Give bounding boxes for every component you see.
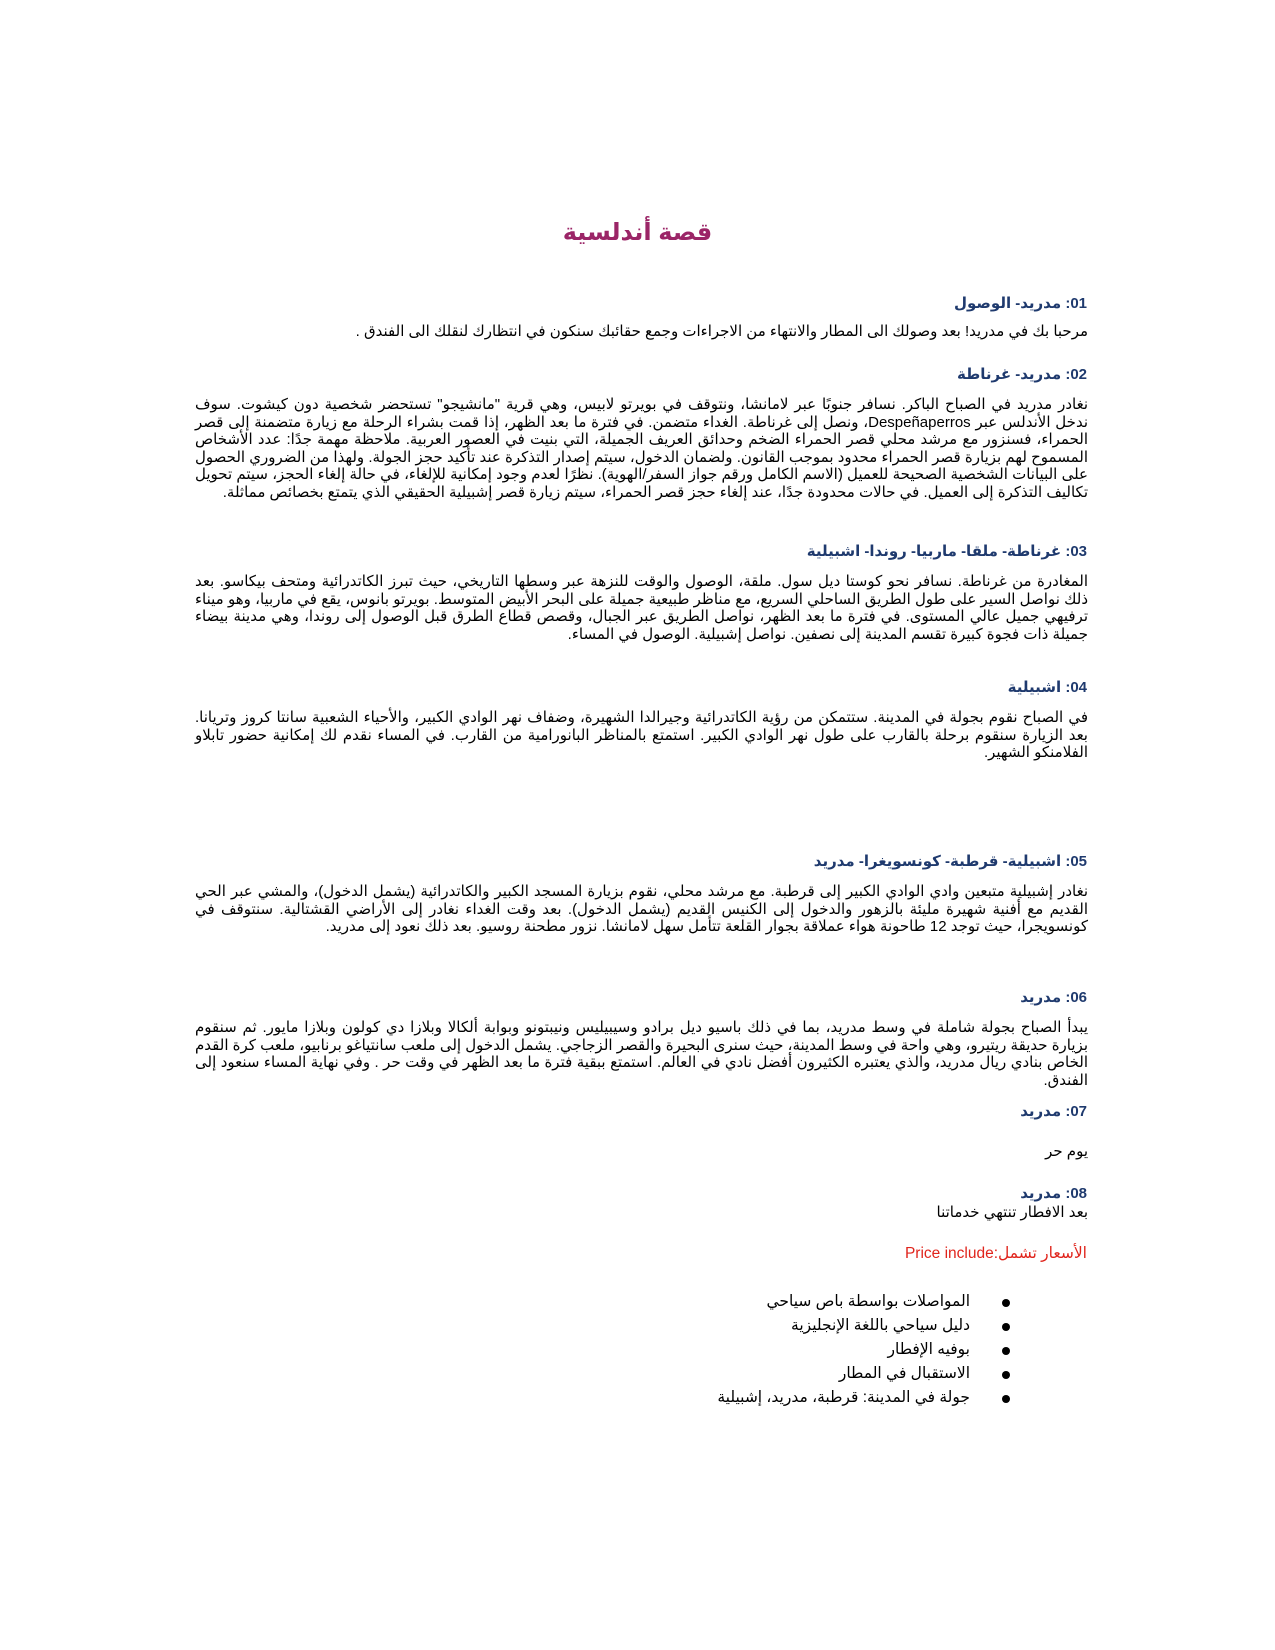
bullet-icon — [1002, 1395, 1010, 1403]
day-title: مدريد- الوصول — [954, 295, 1062, 312]
list-item — [717, 1362, 1010, 1386]
bullet-icon — [1002, 1299, 1010, 1307]
day-number: 02: — [1065, 366, 1087, 383]
day-heading — [1008, 678, 1087, 696]
list-item-text: دليل سياحي باللغة الإنجليزية — [791, 1317, 970, 1334]
day-description: بعد الافطار تنتهي خدماتنا — [936, 1204, 1088, 1221]
list-item-text: بوفيه الإفطار — [887, 1341, 970, 1358]
day-description: في الصباح نقوم بجولة في المدينة. ستتمكن من رؤية الكاتدرائية وجيرالدا الشهيرة، وضفاف نهر الوادي الكبير، والأحياء الشعبية سانتا كروز وتريانا. بعد الزيارة سنقوم برحلة بالقارب على طول نهر الوادي الكبير. استمتع بالمناظر البانورامية من القارب. في المساء نقدم لك إمكانية حضور تابلاو الفلامنكو الشهير. — [195, 709, 1088, 761]
day-heading — [1020, 988, 1087, 1006]
day-description: يوم حر — [1045, 1143, 1088, 1160]
list-item — [717, 1314, 1010, 1338]
day-number: 06: — [1065, 989, 1087, 1006]
bullet-icon — [1002, 1371, 1010, 1379]
day-title: مدريد — [1020, 1103, 1062, 1120]
day-description: نغادر إشبيلية متبعين وادي الوادي الكبير إلى قرطبة. مع مرشد محلي، نقوم بزيارة المسجد الكبير والكاتدرائية (يشمل الدخول)، والمشي عبر الحي القديم مع أفنية شهيرة مليئة بالزهور والدخول إلى الكنيس القديم (يشمل الدخول). بعد وقت الغداء نغادر إلى الأراضي القشتالية. سنتوقف في كونسويجرا، حيث توجد 12 طاحونة هواء عملاقة بجوار القلعة تتأمل سهل لامانشا. نزور مطحنة روسيو. بعد ذلك نعود إلى مدريد. — [195, 883, 1088, 935]
day-title: مدريد — [1020, 1185, 1062, 1202]
list-item — [717, 1290, 1010, 1314]
day-description: يبدأ الصباح بجولة شاملة في وسط مدريد، بما في ذلك باسيو ديل برادو وسيبيليس ونيبتونو وبوابة ألكالا وبلازا دي كولون وبلازا مايور. ثم سنقوم بزيارة حديقة ريتيرو، وهي واحة في وسط المدينة، حيث سنرى البحيرة والقصر الزجاجي. يشمل الدخول إلى ملعب سانتياغو برنابيو، ملعب كرة القدم الخاص بنادي ريال مدريد، والذي يعتبره الكثيرون أفضل نادي في العالم. استمتع ببقية فترة ما بعد الظهر في وقت حر . وفي نهاية المساء سنعود إلى الفندق. — [195, 1019, 1088, 1089]
day-title: مدريد- غرناطة — [957, 366, 1062, 383]
day-description: نغادر مدريد في الصباح الباكر. نسافر جنوبًا عبر لامانشا، ونتوقف في بويرتو لابيس، وهي قرية "مانشيجو" تستحضر شخصية دون كيشوت. سوف ندخل الأندلس عبر Despeñaperros، ونصل إلى غرناطة. الغداء متضمن. في فترة ما بعد الظهر، إذا قمت بشراء الرحلة مع زيارة متضمنة إلى قصر الحمراء، فسنزور مع مرشد محلي قصر الحمراء الضخم وحدائق العريف الجميلة، التي بنيت في العصور العربية. ملاحظة مهمة جدًا: عدد الأشخاص المسموح لهم بزيارة قصر الحمراء محدود بموجب القانون. ولضمان الدخول، سيتم إصدار التذكرة عند تأكيد حجز الجولة. ولهذا من الضروري الحصول على البيانات الشخصية الصحيحة للعميل (الاسم الكامل ورقم جواز السفر/الهوية). نظرًا لعدم وجود إمكانية للإلغاء، في حالة إلغاء الحجز، سيتم تحويل تكاليف التذكرة إلى العميل. في حالات محدودة جدًا، عند إلغاء حجز قصر الحمراء، سيتم زيارة قصر إشبيلية الحقيقي الذي يتمتع بخصائص مماثلة. — [195, 396, 1088, 501]
list-item — [717, 1338, 1010, 1362]
day-title: مدريد — [1020, 989, 1062, 1006]
day-heading — [1020, 1102, 1087, 1120]
day-number: 04: — [1065, 679, 1087, 696]
day-description: المغادرة من غرناطة. نسافر نحو كوستا ديل سول. ملقة، الوصول والوقت للنزهة عبر وسطها التاريخي، حيث تبرز الكاتدرائية ومتحف بيكاسو. بعد ذلك نواصل السير على طول الطريق الساحلي السريع، مع مناظر طبيعية جميلة على البحر الأبيض المتوسط. بويرتو بانوس، يقع في ماربيا، وهو ميناء ترفيهي جميل عالي المستوى. في فترة ما بعد الظهر، نواصل الطريق عبر الجبال، وقصص قطاع الطرق قبل الوصول إلى روندا، وهي مدينة بيضاء جميلة ذات فجوة كبيرة تقسم المدينة إلى نصفين. نواصل إشبيلية. الوصول في المساء. — [195, 573, 1088, 643]
day-number: 05: — [1065, 853, 1087, 870]
list-item-text: الاستقبال في المطار — [838, 1365, 970, 1382]
list-item-text: جولة في المدينة: قرطبة، مدريد، إشبيلية — [717, 1389, 970, 1406]
list-item — [717, 1386, 1010, 1410]
day-heading — [814, 852, 1087, 870]
day-number: 03: — [1065, 543, 1087, 560]
day-heading — [1020, 1184, 1087, 1202]
day-heading — [954, 294, 1087, 312]
document-title: قصة أندلسية — [562, 219, 713, 246]
price-include-list — [717, 1290, 1010, 1410]
day-description: مرحبا بك في مدريد! بعد وصولك الى المطار والانتهاء من الاجراءات وجمع حقائبك سنكون في انتظارك لنقلك الى الفندق . — [355, 323, 1088, 340]
day-heading — [807, 542, 1087, 560]
day-number: 07: — [1065, 1103, 1087, 1120]
day-number: 01: — [1065, 295, 1087, 312]
price-include-label: الأسعار تشمل:Price include — [904, 1245, 1087, 1262]
bullet-icon — [1002, 1323, 1010, 1331]
list-item-text: المواصلات بواسطة باص سياحي — [766, 1293, 970, 1310]
day-heading — [957, 365, 1087, 383]
day-title: اشبيلية- قرطبة- كونسويغرا- مدريد — [813, 853, 1062, 870]
day-title: اشبيلية — [1007, 679, 1062, 696]
day-number: 08: — [1065, 1185, 1087, 1202]
day-title: غرناطة- ملقا- ماربيا- روندا- اشبيلية — [806, 543, 1062, 560]
bullet-icon — [1002, 1347, 1010, 1355]
